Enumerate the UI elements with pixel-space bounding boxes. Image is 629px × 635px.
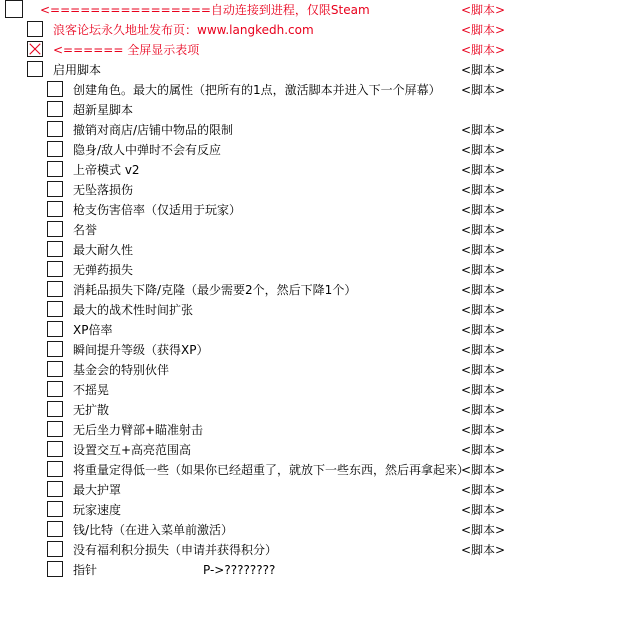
table-row[interactable] xyxy=(0,180,629,200)
checkbox-checked[interactable] xyxy=(27,41,43,57)
script-label: <脚本> xyxy=(461,303,506,317)
entry-description: 没有福利积分损失（申请并获得积分） xyxy=(73,543,278,557)
script-label: <脚本> xyxy=(461,423,506,437)
entry-description: 设置交互+高亮范围高 xyxy=(73,443,192,457)
entry-description: 最大护罩 xyxy=(73,483,122,497)
script-label: <脚本> xyxy=(461,263,506,277)
entry-description: <====== 全屏显示表项 xyxy=(53,43,200,57)
checkbox[interactable] xyxy=(47,541,63,557)
entry-description: 浪客论坛永久地址发布页：www.langkedh.com xyxy=(53,23,314,37)
entry-description: 最大的战术性时间扩张 xyxy=(73,303,194,317)
entry-description: 将重量定得低一些（如果你已经超重了，就放下一些东西，然后再拿起来） xyxy=(73,463,470,477)
script-label: <脚本> xyxy=(461,3,506,17)
script-label: <脚本> xyxy=(461,243,506,257)
entry-description: 无坠落损伤 xyxy=(73,183,134,197)
table-row[interactable] xyxy=(0,160,629,180)
table-row[interactable] xyxy=(0,0,629,20)
checkbox[interactable] xyxy=(47,181,63,197)
checkbox[interactable] xyxy=(47,241,63,257)
script-label: <脚本> xyxy=(461,43,506,57)
checkbox[interactable] xyxy=(47,261,63,277)
checkbox[interactable] xyxy=(5,0,23,18)
entry-description: 创建角色。最大的属性（把所有的1点，激活脚本并进入下一个屏幕） xyxy=(73,83,441,97)
entry-description: 无后坐力臂部+瞄准射击 xyxy=(73,423,204,437)
table-row[interactable] xyxy=(0,80,629,100)
script-label: <脚本> xyxy=(461,523,506,537)
entry-description: 最大耐久性 xyxy=(73,243,134,257)
table-row[interactable] xyxy=(0,540,629,560)
table-row[interactable] xyxy=(0,320,629,340)
checkbox[interactable] xyxy=(47,381,63,397)
entry-description: 不摇晃 xyxy=(73,383,110,397)
script-label: <脚本> xyxy=(461,183,506,197)
table-row[interactable] xyxy=(0,220,629,240)
checkbox[interactable] xyxy=(27,61,43,77)
checkbox[interactable] xyxy=(47,461,63,477)
script-label: <脚本> xyxy=(461,383,506,397)
script-label: <脚本> xyxy=(461,123,506,137)
table-row[interactable] xyxy=(0,20,629,40)
checkbox[interactable] xyxy=(47,421,63,437)
checkbox[interactable] xyxy=(27,21,43,37)
script-label: <脚本> xyxy=(461,363,506,377)
table-row[interactable] xyxy=(0,280,629,300)
checkbox[interactable] xyxy=(47,401,63,417)
entry-description: 名誉 xyxy=(73,223,98,237)
table-row[interactable] xyxy=(0,300,629,320)
table-row[interactable] xyxy=(0,440,629,460)
table-row[interactable] xyxy=(0,520,629,540)
script-label: <脚本> xyxy=(461,223,506,237)
script-label: <脚本> xyxy=(461,343,506,357)
table-row[interactable] xyxy=(0,240,629,260)
entry-description: 玩家速度 xyxy=(73,503,122,517)
table-row[interactable] xyxy=(0,120,629,140)
table-row[interactable] xyxy=(0,420,629,440)
table-row[interactable] xyxy=(0,480,629,500)
checkbox[interactable] xyxy=(47,361,63,377)
entry-description: 上帝模式 v2 xyxy=(73,163,140,177)
script-label: <脚本> xyxy=(461,443,506,457)
table-row[interactable] xyxy=(0,380,629,400)
script-label: <脚本> xyxy=(461,543,506,557)
entry-description: 隐身/敌人中弹时不会有反应 xyxy=(73,143,222,157)
table-row[interactable] xyxy=(0,500,629,520)
script-label: <脚本> xyxy=(461,143,506,157)
checkbox[interactable] xyxy=(47,321,63,337)
checkbox[interactable] xyxy=(47,441,63,457)
checkbox[interactable] xyxy=(47,281,63,297)
table-row[interactable] xyxy=(0,40,629,60)
script-label: <脚本> xyxy=(461,23,506,37)
table-row[interactable] xyxy=(0,260,629,280)
script-label: <脚本> xyxy=(461,283,506,297)
checkbox[interactable] xyxy=(47,561,63,577)
entry-description: 撤销对商店/店铺中物品的限制 xyxy=(73,123,234,137)
table-row[interactable] xyxy=(0,140,629,160)
entry-description: XP倍率 xyxy=(73,323,113,337)
script-label: <脚本> xyxy=(461,83,506,97)
cross-icon xyxy=(28,42,42,56)
entry-value[interactable]: P->???????? xyxy=(203,563,276,577)
table-row[interactable] xyxy=(0,360,629,380)
checkbox[interactable] xyxy=(47,161,63,177)
checkbox[interactable] xyxy=(47,341,63,357)
checkbox[interactable] xyxy=(47,481,63,497)
script-label: <脚本> xyxy=(461,323,506,337)
checkbox[interactable] xyxy=(47,201,63,217)
table-row[interactable] xyxy=(0,200,629,220)
checkbox[interactable] xyxy=(47,141,63,157)
entry-description: 钱/比特（在进入菜单前激活） xyxy=(73,523,234,537)
script-label: <脚本> xyxy=(461,63,506,77)
entry-description: 基金会的特别伙伴 xyxy=(73,363,170,377)
checkbox[interactable] xyxy=(47,521,63,537)
table-row[interactable] xyxy=(0,560,629,580)
checkbox[interactable] xyxy=(47,81,63,97)
script-label: <脚本> xyxy=(461,503,506,517)
entry-description: 消耗品损失下降/克隆（最少需要2个，然后下降1个） xyxy=(73,283,357,297)
table-row[interactable] xyxy=(0,340,629,360)
entry-description: 启用脚本 xyxy=(53,63,102,77)
script-label: <脚本> xyxy=(461,403,506,417)
script-label: <脚本> xyxy=(461,163,506,177)
script-label: <脚本> xyxy=(461,203,506,217)
checkbox[interactable] xyxy=(47,101,63,117)
entry-description: 无扩散 xyxy=(73,403,110,417)
table-row[interactable] xyxy=(0,100,629,120)
entry-description: 超新星脚本 xyxy=(73,103,134,117)
table-row[interactable] xyxy=(0,60,629,80)
checkbox[interactable] xyxy=(47,221,63,237)
script-label: <脚本> xyxy=(461,483,506,497)
script-label: <脚本> xyxy=(461,463,506,477)
entry-description: 枪支伤害倍率（仅适用于玩家） xyxy=(73,203,242,217)
entry-description: 无弹药损失 xyxy=(73,263,134,277)
checkbox[interactable] xyxy=(47,301,63,317)
table-row[interactable] xyxy=(0,400,629,420)
checkbox[interactable] xyxy=(47,501,63,517)
table-row[interactable] xyxy=(0,460,629,480)
checkbox[interactable] xyxy=(47,121,63,137)
entry-description: 瞬间提升等级（获得XP） xyxy=(73,343,209,357)
entry-description: 指针 xyxy=(73,563,98,577)
entry-description: <================自动连接到进程，仅限Steam xyxy=(40,3,370,17)
